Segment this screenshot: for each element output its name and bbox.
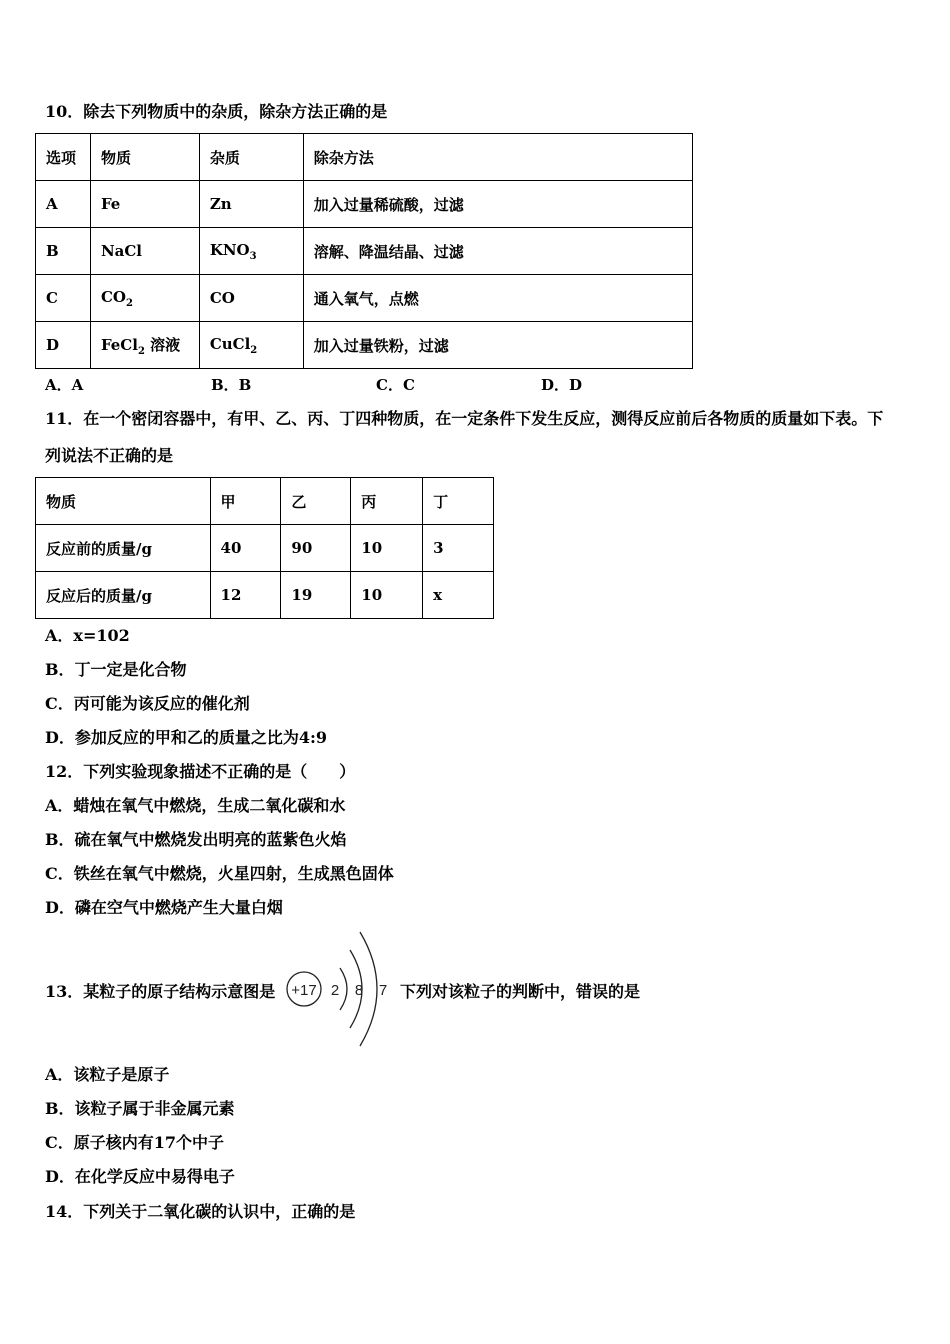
- formula-subscript: 3: [249, 250, 257, 262]
- formula-base: FeCl: [100, 335, 138, 354]
- option-cell: C: [36, 275, 91, 322]
- option-b[interactable]: B．B: [211, 376, 252, 394]
- q12-stem: 12．下列实验现象描述不正确的是（ ）: [45, 762, 356, 781]
- header-cell: 杂质: [199, 134, 303, 181]
- formula-subscript: 2: [250, 344, 258, 356]
- formula-base: CuCl: [209, 334, 251, 353]
- substance-cell: [90, 275, 199, 322]
- table-cell: 12: [210, 572, 281, 619]
- q11-table: [35, 477, 494, 619]
- atomic-structure-diagram: [282, 928, 392, 1048]
- q11-option-a[interactable]: A．x=102: [45, 626, 130, 645]
- option-cell: B: [36, 228, 91, 275]
- method-cell: 通入氧气，点燃: [303, 275, 692, 322]
- electron-shell-1: [340, 968, 347, 1010]
- header-cell: 除杂方法: [303, 134, 692, 181]
- formula-subscript: 2: [125, 297, 133, 309]
- method-cell: 溶解、降温结晶、过滤: [303, 228, 692, 275]
- method-cell: 加入过量稀硫酸，过滤: [303, 181, 692, 228]
- table-row: [36, 181, 693, 228]
- q13-stem-after: 下列对该粒子的判断中，错误的是: [400, 982, 641, 1001]
- option-d[interactable]: D．D: [541, 376, 583, 394]
- q10-stem: 10．除去下列物质中的杂质，除杂方法正确的是: [45, 102, 388, 121]
- impurity-cell: [199, 322, 303, 369]
- table-cell: 反应后的质量/g: [36, 572, 211, 619]
- substance-cell: Fe: [90, 181, 199, 228]
- table-cell: 90: [281, 525, 351, 572]
- table-row: [36, 525, 494, 572]
- impurity-cell: Zn: [199, 181, 303, 228]
- header-cell: 物质: [90, 134, 199, 181]
- q10-table: [35, 133, 693, 369]
- q13-stem-before: 13．某粒子的原子结构示意图是: [45, 982, 276, 1001]
- q11-option-c[interactable]: C．丙可能为该反应的催化剂: [45, 694, 250, 713]
- impurity-cell: [199, 228, 303, 275]
- q11-stem-line2: 列说法不正确的是: [45, 446, 174, 465]
- option-a[interactable]: A．A: [45, 376, 84, 394]
- q12-option-a[interactable]: A．蜡烛在氧气中燃烧，生成二氧化碳和水: [45, 796, 346, 815]
- impurity-cell: CO: [199, 275, 303, 322]
- header-cell: 丙: [351, 478, 423, 525]
- q13-option-c[interactable]: C．原子核内有17个中子: [45, 1133, 225, 1152]
- header-cell: 丁: [423, 478, 494, 525]
- formula-base: CO: [100, 287, 126, 306]
- table-header-row: [36, 134, 693, 181]
- q11-option-b[interactable]: B．丁一定是化合物: [45, 660, 187, 679]
- q13-option-b[interactable]: B．该粒子属于非金属元素: [45, 1099, 235, 1118]
- q12-option-c[interactable]: C．铁丝在氧气中燃烧，火星四射，生成黑色固体: [45, 864, 394, 883]
- q11-stem-line1: 11．在一个密闭容器中，有甲、乙、丙、丁四种物质，在一定条件下发生反应，测得反应前后各物质的质量如下表。下: [45, 409, 884, 428]
- option-c[interactable]: C．C: [376, 376, 415, 394]
- header-cell: 物质: [36, 478, 211, 525]
- table-cell: 3: [423, 525, 494, 572]
- table-row: [36, 322, 693, 369]
- table-cell: 10: [351, 572, 423, 619]
- q14-stem: 14．下列关于二氧化碳的认识中，正确的是: [45, 1202, 356, 1221]
- substance-cell: NaCl: [90, 228, 199, 275]
- table-cell: 40: [210, 525, 281, 572]
- table-cell: x: [423, 572, 494, 619]
- shell-electrons-3: 7: [378, 982, 388, 999]
- option-cell: D: [36, 322, 91, 369]
- option-cell: A: [36, 181, 91, 228]
- shell-electrons-1: 2: [330, 982, 340, 999]
- shell-electrons-2: 8: [354, 982, 364, 999]
- table-row: [36, 275, 693, 322]
- q11-option-d[interactable]: D．参加反应的甲和乙的质量之比为4:9: [45, 728, 328, 747]
- header-cell: 甲: [210, 478, 281, 525]
- table-row: [36, 572, 494, 619]
- q12-option-b[interactable]: B．硫在氧气中燃烧发出明亮的蓝紫色火焰: [45, 830, 347, 849]
- table-cell: 反应前的质量/g: [36, 525, 211, 572]
- substance-cell: [90, 322, 199, 369]
- table-row: [36, 228, 693, 275]
- table-header-row: [36, 478, 494, 525]
- nucleus-charge: +17: [291, 982, 317, 999]
- formula-subscript: 2: [137, 345, 145, 357]
- table-cell: 19: [281, 572, 351, 619]
- header-cell: 乙: [281, 478, 351, 525]
- q12-option-d[interactable]: D．磷在空气中燃烧产生大量白烟: [45, 898, 283, 917]
- header-cell: 选项: [36, 134, 91, 181]
- table-cell: 10: [351, 525, 423, 572]
- formula-tail: 溶液: [150, 335, 181, 354]
- formula-base: KNO: [209, 240, 250, 259]
- q13-option-a[interactable]: A．该粒子是原子: [45, 1065, 170, 1084]
- q13-option-d[interactable]: D．在化学反应中易得电子: [45, 1167, 235, 1186]
- method-cell: 加入过量铁粉，过滤: [303, 322, 692, 369]
